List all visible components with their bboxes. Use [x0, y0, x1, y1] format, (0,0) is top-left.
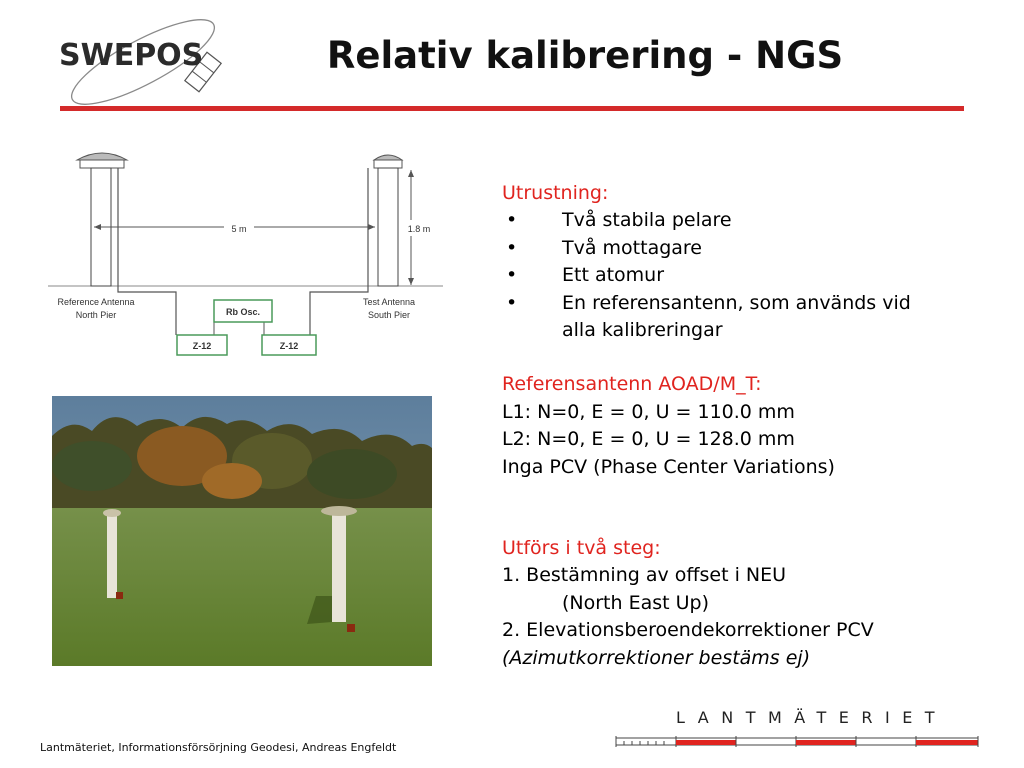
- south-pier: [374, 155, 402, 286]
- calibration-diagram: [48, 148, 443, 360]
- reference-line: Inga PCV (Phase Center Variations): [502, 455, 835, 478]
- equipment-item-continued: alla kalibreringar: [562, 319, 723, 342]
- pier-photo: [52, 396, 432, 666]
- distance-label: 5 m: [231, 224, 247, 234]
- equipment-item: • En referensantenn, som används vid: [506, 291, 911, 314]
- swepos-logo: [55, 10, 235, 105]
- info-panel: [502, 180, 1002, 672]
- south-pier-sublabel: South Pier: [367, 310, 411, 320]
- lantmateriet-logo-text: LANTMÄTERIET: [676, 708, 948, 727]
- reference-heading: Referensantenn AOAD/M_T:: [502, 373, 762, 396]
- title-divider: [60, 106, 964, 111]
- step-line: 2. Elevationsberoendekorrektioner PCV: [502, 619, 874, 642]
- north-pier-sublabel: North Pier: [75, 310, 117, 320]
- step-line: 1. Bestämning av offset i NEU: [502, 564, 787, 587]
- reference-line: L2: N=0, E = 0, U = 128.0 mm: [502, 428, 795, 451]
- slide-title: Relativ kalibrering - NGS: [326, 34, 844, 77]
- north-pier-label: Reference Antenna: [57, 297, 135, 307]
- step-line: (Azimutkorrektioner bestäms ej): [502, 646, 811, 669]
- equipment-heading: Utrustning:: [502, 182, 609, 204]
- equipment-item: • Ett atomur: [506, 264, 665, 287]
- oscillator-label: Rb Osc.: [225, 307, 261, 317]
- lantmateriet-logo: [612, 704, 980, 750]
- south-pier-label: Test Antenna: [362, 297, 416, 307]
- receiver-right-label: Z-12: [279, 341, 299, 351]
- equipment-item: • Två mottagare: [506, 236, 702, 259]
- steps-heading: Utförs i två steg:: [502, 537, 661, 560]
- receiver-left-label: Z-12: [192, 341, 212, 351]
- height-label: 1.8 m: [407, 224, 431, 234]
- footer-credit: Lantmäteriet, Informationsförsörjning Geodesi, Andreas Engfeldt: [40, 741, 397, 754]
- reference-line: L1: N=0, E = 0, U = 110.0 mm: [502, 400, 795, 423]
- step-line: (North East Up): [562, 591, 710, 614]
- north-pier: [77, 153, 127, 286]
- equipment-item: • Två stabila pelare: [506, 209, 732, 232]
- logo-text: SWEPOS: [59, 38, 204, 73]
